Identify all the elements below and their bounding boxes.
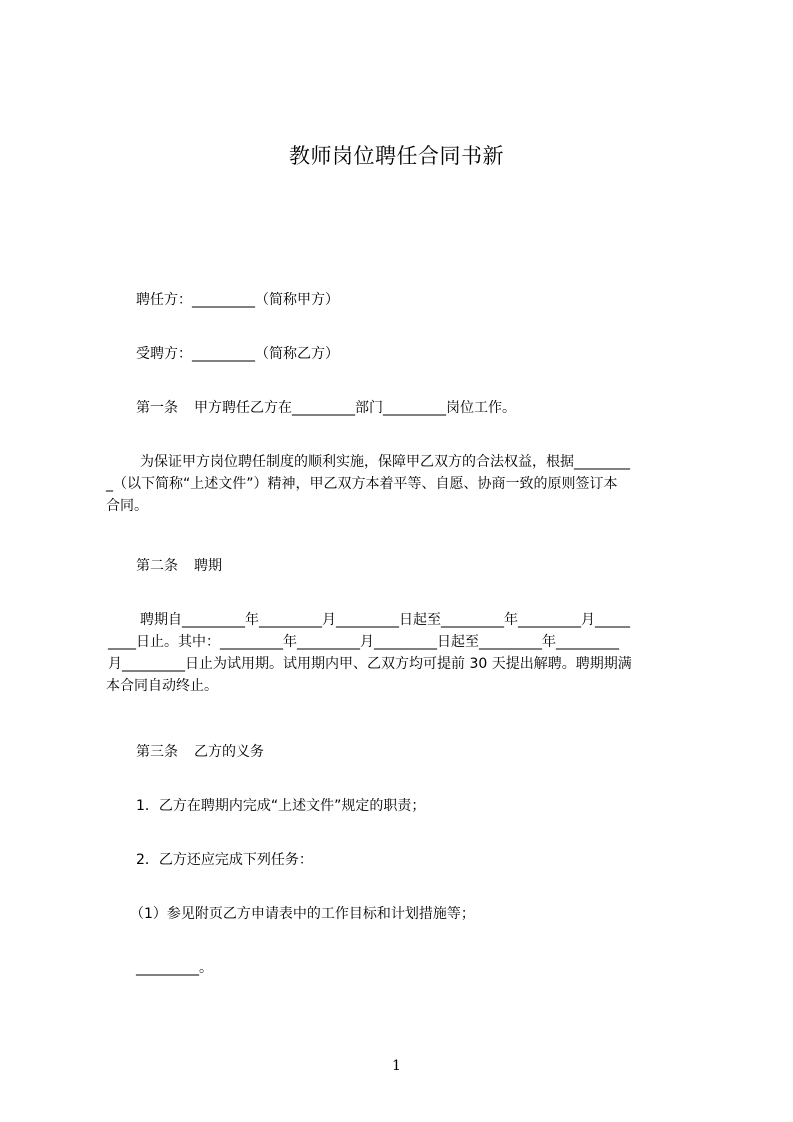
term-line-1: 聘期自_________年_________月_________日起至_________年_________月_____ — [140, 612, 630, 628]
term-paragraph — [106, 609, 698, 697]
article-1 — [106, 397, 728, 419]
article-3-heading-line — [106, 741, 728, 763]
term-line-2: ____日止。其中：_________年_________月_________日起至_________年_________ — [108, 634, 619, 650]
duty-item-1: 1．乙方在聘期内完成“上述文件”规定的职责； — [136, 798, 426, 814]
article-2-title: 聘期 — [194, 558, 222, 574]
document-title: 教师岗位聘任合同书新 — [289, 144, 504, 168]
article-2-heading-line — [106, 555, 728, 577]
page-number: 1 — [392, 1058, 401, 1074]
article-1-text: 甲方聘任乙方在_________部门_________岗位工作。 — [194, 400, 516, 416]
article-1-heading: 第一条 — [136, 400, 178, 416]
article-3-heading: 第三条 — [136, 744, 178, 760]
term-line-4: 本合同自动终止。 — [106, 678, 218, 694]
purpose-line-3: 合同。 — [106, 498, 148, 514]
employee-line: 受聘方：_________（简称乙方） — [136, 346, 339, 362]
article-3-title: 乙方的义务 — [194, 744, 264, 760]
article-2-heading: 第二条 — [136, 558, 178, 574]
purpose-paragraph — [106, 451, 698, 517]
term-line-3: 月_________日止为试用期。试用期内甲、乙双方均可提前 30 天提出解聘。聘期期满 — [108, 656, 632, 672]
employer-line: 聘任方：_________（简称甲方） — [136, 292, 339, 308]
duty-item-2: 2．乙方还应完成下列任务： — [136, 852, 313, 868]
duty-sub-item-1: （1）参见附页乙方申请表中的工作目标和计划措施等； — [130, 906, 475, 922]
duty-blank-line: _________。 — [136, 960, 213, 976]
purpose-line-2: _（以下简称“上述文件”）精神，甲乙双方本着平等、自愿、协商一致的原则签订本 — [106, 476, 618, 492]
purpose-line-1: 为保证甲方岗位聘任制度的顺利实施，保障甲乙双方的合法权益，根据________ — [140, 454, 630, 470]
